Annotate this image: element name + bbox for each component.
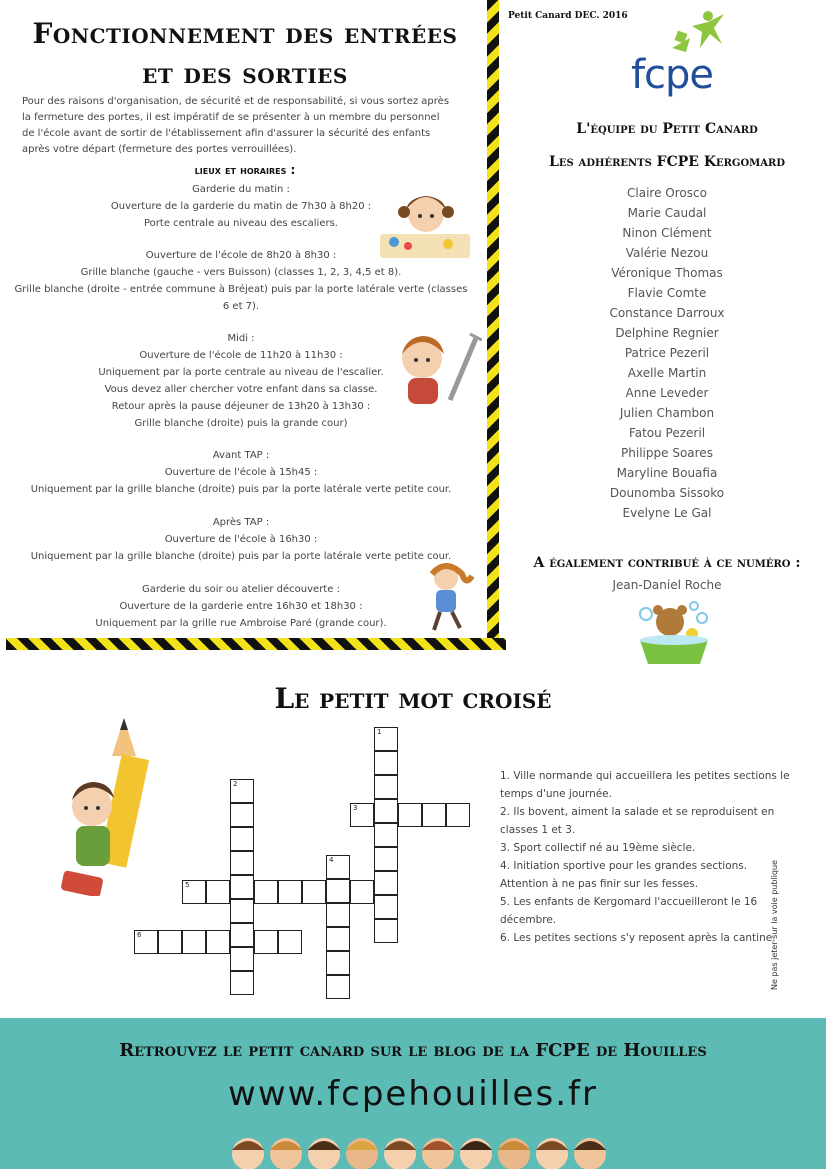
blog-url-link[interactable]: www.fcpehouilles.fr — [228, 1074, 598, 1114]
crossword-cell[interactable] — [374, 751, 398, 775]
side-note: Ne pas jeter sur la voie publique — [770, 860, 779, 990]
intro-paragraph: Pour des raisons d'organisation, de sécurité et de responsabilité, si vous sortez après la fermeture des portes, il est impératif de se présenter à un membre du personnel de l'école avant de sortir de l'établissement afin d'assurer la sécurité des enfants après votre départ (fermeture des portes verrouillées). — [22, 96, 450, 155]
girl-painting-illustration — [378, 190, 473, 262]
crossword-cell[interactable] — [398, 803, 422, 827]
clue-number: 4 — [329, 856, 334, 864]
list-item: Fatou Pezeril — [628, 426, 706, 440]
crossword-cell[interactable] — [230, 899, 254, 923]
crossword-cell[interactable] — [254, 880, 278, 904]
crossword-cell[interactable] — [230, 875, 254, 899]
footer-heading: Retrouvez le petit canard sur le blog de la FCPE de Houilles — [119, 1040, 707, 1061]
crossword-cell[interactable] — [350, 880, 374, 904]
schedule-block-after-tap: Après TAP : Ouverture de l'école à 16h30 : Uniquement par la grille blanche (droite) puis par la porte latérale verte petite cour. — [30, 517, 452, 562]
list-item: Flavie Comte — [627, 286, 707, 300]
schedule-block-school: Ouverture de l'école de 8h20 à 8h30 : Grille blanche (gauche - vers Buisson) (classes 1, 2, 3, 4,5 et 8). Grille blanche (droite - entrée commune à Bréjeat) puis par la porte latérale verte (classes 6 et 7). — [14, 250, 468, 312]
list-item: Marie Caudal — [627, 206, 707, 220]
crossword-cell[interactable] — [446, 803, 470, 827]
crossword-cell[interactable] — [230, 971, 254, 995]
boy-fork-illustration — [392, 330, 482, 410]
crossword-cell[interactable] — [374, 775, 398, 799]
schedule-block-evening: Garderie du soir ou atelier découverte : Ouverture de la garderie entre 16h30 et 18h30 : Uniquement par la grille rue Ambroise Paré (grande cour). — [95, 584, 387, 629]
crossword-cell[interactable] — [374, 919, 398, 943]
list-item: Julien Chambon — [619, 406, 715, 420]
team-heading: L'équipe du Petit Canard — [576, 121, 758, 137]
list-item: Constance Darroux — [609, 306, 725, 320]
crossword-cell[interactable] — [326, 951, 350, 975]
clue-item: 2. Ils bovent, aiment la salade et se reproduisent en classes 1 et 3. — [500, 806, 775, 836]
fcpe-logo — [612, 8, 732, 108]
list-item: Axelle Martin — [627, 366, 707, 380]
list-item: Valérie Nezou — [625, 246, 709, 260]
crossword-cell[interactable] — [230, 803, 254, 827]
clue-number: 5 — [185, 881, 190, 889]
crossword-cell[interactable] — [422, 803, 446, 827]
crossword-title: Le petit mot croisé — [274, 682, 552, 715]
crossword-cell[interactable] — [206, 930, 230, 954]
list-item: Delphine Regnier — [615, 326, 719, 340]
girl-dancing-illustration — [418, 562, 478, 634]
page-title: Fonctionnement des entrées et des sorties — [32, 17, 458, 90]
list-item: Evelyne Le Gal — [622, 506, 712, 520]
logo-figures-icon — [662, 8, 732, 58]
boy-pencil-illustration — [52, 716, 152, 896]
crossword-cell[interactable] — [158, 930, 182, 954]
crossword-cell[interactable] — [326, 927, 350, 951]
list-item: Anne Leveder — [625, 386, 709, 400]
bear-bath-illustration — [636, 600, 712, 668]
crossword-cell[interactable] — [374, 823, 398, 847]
clue-item: 1. Ville normande qui accueillera les petites sections le temps d'une journée. — [500, 770, 790, 800]
crossword-cell[interactable] — [374, 895, 398, 919]
clue-item: 3. Sport collectif né au 19ème siècle. — [500, 842, 696, 854]
list-item: Véronique Thomas — [611, 266, 723, 280]
clue-item: 6. Les petites sections s'y reposent après la cantine. — [500, 932, 776, 944]
clue-item: 4. Initiation sportive pour les grandes sections. Attention à ne pas finir sur les fesses. — [500, 860, 748, 890]
crossword-cell[interactable] — [278, 880, 302, 904]
crossword-cell[interactable] — [374, 799, 398, 823]
crossword-cell[interactable] — [326, 879, 350, 903]
section-subtitle: lieux et horaires : — [194, 163, 296, 177]
footer-banner — [0, 1018, 826, 1169]
crossword-cell[interactable] — [254, 930, 278, 954]
list-item: Dounomba Sissoko — [609, 486, 725, 500]
schedule-block-before-tap: Avant TAP : Ouverture de l'école à 15h45 : Uniquement par la grille blanche (droite) puis par la porte latérale verte petite cour. — [30, 450, 452, 495]
crossword-clues — [500, 767, 790, 947]
list-item: Ninon Clément — [622, 226, 712, 240]
crossword-cell[interactable] — [302, 880, 326, 904]
clue-number: 6 — [137, 931, 142, 939]
clue-item: 5. Les enfants de Kergomard l'accueilleront le 16 décembre. — [500, 896, 758, 926]
contributor-name: Jean-Daniel Roche — [612, 578, 722, 592]
crossword-cell[interactable] — [230, 851, 254, 875]
list-item: Patrice Pezeril — [624, 346, 710, 360]
crossword-cell[interactable] — [206, 880, 230, 904]
crossword-cell[interactable] — [278, 930, 302, 954]
list-item: Claire Orosco — [627, 186, 707, 200]
logo-text: fcpe — [630, 52, 714, 98]
children-row-illustration — [228, 1128, 618, 1169]
members-list — [508, 183, 826, 523]
schedule-block-morning: Garderie du matin : Ouverture de la garderie du matin de 7h30 à 8h20 : Porte centrale au niveau des escaliers. — [110, 184, 372, 229]
list-item: Philippe Soares — [621, 446, 713, 460]
crossword-cell[interactable] — [374, 871, 398, 895]
contributors-heading: A également contribué à ce numéro : — [533, 555, 801, 571]
crossword-cell[interactable] — [374, 847, 398, 871]
crossword-cell[interactable] — [182, 930, 206, 954]
schedule-block-noon: Midi : Ouverture de l'école de 11h20 à 11h30 : Uniquement par la porte centrale au niveau de l'escalier. Vous devez aller chercher votre enfant dans sa classe. Retour après la pause déjeuner de 13h20 à 13h30 : Grille blanche (droite) puis la grande cour) — [98, 333, 384, 429]
crossword-cell[interactable] — [230, 923, 254, 947]
crossword-cell[interactable] — [326, 975, 350, 999]
clue-number: 2 — [233, 780, 238, 788]
clue-number: 3 — [353, 804, 358, 812]
members-heading: Les adhérents FCPE Kergomard — [549, 154, 785, 170]
list-item: Maryline Bouafia — [616, 466, 718, 480]
issue-label: Petit Canard DEC. 2016 — [508, 11, 628, 21]
clue-number: 1 — [377, 728, 382, 736]
hazard-stripe-vertical — [487, 0, 499, 648]
hazard-stripe-horizontal — [6, 638, 506, 650]
crossword-cell[interactable] — [230, 827, 254, 851]
crossword-cell[interactable] — [230, 947, 254, 971]
crossword-cell[interactable] — [326, 903, 350, 927]
